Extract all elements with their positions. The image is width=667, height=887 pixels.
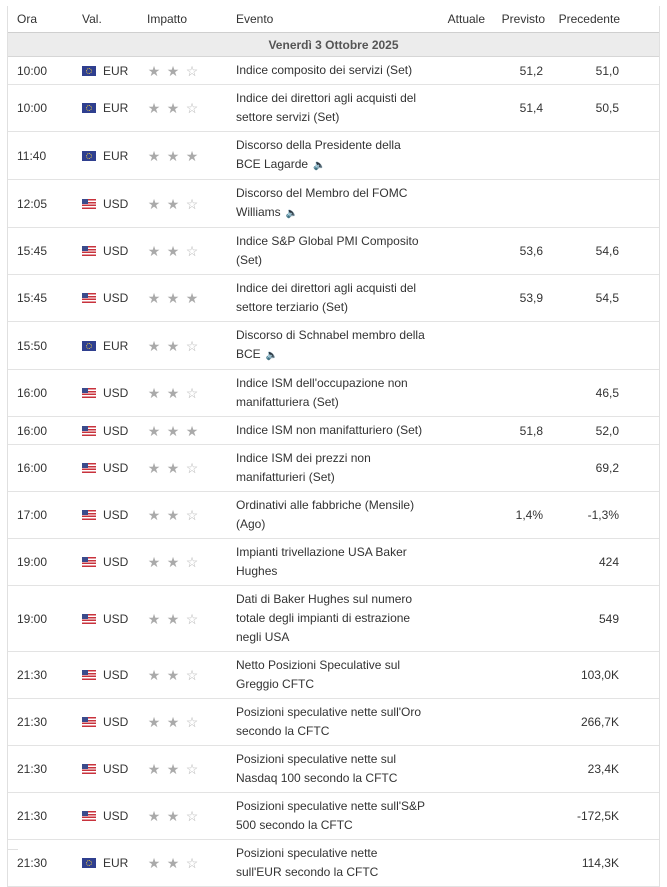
us-flag-icon: [82, 199, 96, 209]
star-empty-icon: ☆: [185, 243, 199, 259]
event-row[interactable]: [8, 322, 659, 370]
event-forecast: 53,6: [485, 228, 555, 275]
event-title[interactable]: Posizioni speculative nette sull'S&P 500 secondo la CFTC: [236, 799, 425, 832]
event-title[interactable]: Posizioni speculative nette sul Nasdaq 100 secondo la CFTC: [236, 752, 398, 785]
event-row[interactable]: [8, 180, 659, 228]
event-actual: [425, 746, 485, 793]
event-actual: [425, 370, 485, 417]
event-previous: 52,0: [555, 417, 659, 445]
event-actual: [425, 228, 485, 275]
speaker-icon: 🔈: [313, 160, 326, 171]
event-actual: [425, 793, 485, 840]
event-time: 11:40: [8, 132, 82, 180]
event-currency: [82, 809, 147, 823]
event-previous: 549: [555, 586, 659, 652]
event-time: 16:00: [8, 370, 82, 417]
event-forecast: [485, 445, 555, 492]
event-time: 10:00: [8, 85, 82, 132]
event-forecast: [485, 132, 555, 180]
impact-stars: [147, 555, 236, 569]
impact-stars: [147, 64, 236, 78]
event-forecast: [485, 746, 555, 793]
speaker-icon: 🔈: [265, 350, 279, 361]
event-actual: [425, 492, 485, 539]
eu-flag-icon: [82, 858, 96, 868]
event-forecast: 1,4%: [485, 492, 555, 539]
event-title[interactable]: Indice ISM dei prezzi non manifatturieri (Set): [236, 451, 371, 484]
impact-stars: [147, 762, 236, 776]
event-actual: [425, 57, 485, 85]
event-time: 12:05: [8, 180, 82, 228]
impact-stars: [147, 291, 236, 305]
impact-stars: [147, 149, 236, 163]
event-currency: [82, 291, 147, 305]
event-time: 21:30: [8, 699, 82, 746]
footer-edge: [7, 849, 18, 864]
event-title[interactable]: Posizioni speculative nette sull'EUR secondo la CFTC: [236, 846, 379, 879]
event-time: 16:00: [8, 445, 82, 492]
star-filled-icon: ★: [147, 808, 161, 824]
event-previous: 54,6: [555, 228, 659, 275]
star-filled-icon: ★: [166, 507, 180, 523]
event-time: 21:30: [8, 840, 82, 887]
event-forecast: [485, 539, 555, 586]
event-title[interactable]: Indice ISM non manifatturiero (Set): [236, 423, 423, 437]
impact-stars: [147, 339, 236, 353]
star-filled-icon: ★: [166, 243, 180, 259]
event-actual: [425, 586, 485, 652]
event-currency: [82, 339, 147, 353]
event-actual: [425, 322, 485, 370]
star-filled-icon: ★: [166, 667, 180, 683]
event-title[interactable]: Posizioni speculative nette sull'Oro secondo la CFTC: [236, 705, 422, 738]
event-currency: [82, 715, 147, 729]
event-forecast: [485, 652, 555, 699]
impact-stars: [147, 809, 236, 823]
event-time: 19:00: [8, 539, 82, 586]
event-title[interactable]: Discorso di Schnabel membro della BCE: [236, 328, 425, 361]
star-empty-icon: ☆: [185, 714, 199, 730]
event-currency: [82, 149, 147, 163]
currency-code: USD: [103, 244, 129, 258]
currency-code: USD: [103, 291, 129, 305]
event-previous: 50,5: [555, 85, 659, 132]
currency-code: EUR: [103, 856, 129, 870]
star-filled-icon: ★: [147, 554, 161, 570]
star-filled-icon: ★: [147, 855, 161, 871]
event-currency: [82, 244, 147, 258]
event-time: 21:30: [8, 652, 82, 699]
star-filled-icon: ★: [166, 337, 180, 354]
impact-stars: [147, 612, 236, 626]
event-actual: [425, 417, 485, 445]
event-time: 17:00: [8, 492, 82, 539]
event-time: 10:00: [8, 57, 82, 85]
event-actual: [425, 539, 485, 586]
impact-stars: [147, 386, 236, 400]
economic-calendar: [7, 6, 660, 887]
event-row[interactable]: [8, 370, 659, 417]
event-row[interactable]: [8, 652, 659, 699]
impact-stars: [147, 101, 236, 115]
star-filled-icon: ★: [147, 147, 161, 164]
event-row[interactable]: [8, 417, 659, 445]
event-previous: 424: [555, 539, 659, 586]
currency-code: EUR: [103, 338, 129, 353]
event-previous: 103,0K: [555, 652, 659, 699]
event-currency: [82, 508, 147, 522]
event-forecast: [485, 322, 555, 370]
currency-code: EUR: [103, 63, 129, 78]
star-filled-icon: ★: [166, 147, 180, 164]
impact-stars: [147, 424, 236, 438]
us-flag-icon: [82, 388, 96, 398]
event-row[interactable]: [8, 840, 659, 887]
star-filled-icon: ★: [166, 62, 180, 79]
event-actual: [425, 180, 485, 228]
star-empty-icon: ☆: [185, 62, 199, 79]
event-time: 21:30: [8, 746, 82, 793]
event-title[interactable]: Impianti trivellazione USA Baker Hughes: [236, 545, 407, 578]
event-forecast: 51,8: [485, 417, 555, 445]
star-filled-icon: ★: [166, 610, 180, 627]
event-actual: [425, 275, 485, 322]
star-filled-icon: ★: [166, 460, 180, 476]
currency-code: USD: [103, 508, 129, 522]
impact-stars: [147, 668, 236, 682]
event-previous: 23,4K: [555, 746, 659, 793]
currency-code: USD: [103, 715, 129, 729]
star-empty-icon: ☆: [185, 610, 199, 627]
event-title[interactable]: Indice S&P Global PMI Composito (Set): [236, 234, 419, 267]
event-forecast: [485, 793, 555, 840]
event-currency: [82, 461, 147, 475]
event-previous: [555, 132, 659, 180]
star-filled-icon: ★: [147, 714, 161, 730]
star-empty-icon: ☆: [185, 385, 199, 401]
us-flag-icon: [82, 246, 96, 256]
star-filled-icon: ★: [147, 337, 161, 354]
header-event[interactable]: Evento: [236, 6, 425, 33]
event-forecast: 51,4: [485, 85, 555, 132]
header-impact[interactable]: Impatto: [147, 6, 236, 33]
event-forecast: [485, 699, 555, 746]
currency-code: EUR: [103, 148, 129, 163]
event-time: 19:00: [8, 586, 82, 652]
event-previous: [555, 180, 659, 228]
impact-stars: [147, 856, 236, 870]
header-previous[interactable]: Precedente: [555, 6, 659, 33]
event-row[interactable]: [8, 746, 659, 793]
star-filled-icon: ★: [166, 385, 180, 401]
star-filled-icon: ★: [166, 554, 180, 570]
us-flag-icon: [82, 510, 96, 520]
star-filled-icon: ★: [147, 385, 161, 401]
event-time: 21:30: [8, 793, 82, 840]
currency-code: USD: [103, 762, 129, 776]
event-previous: 266,7K: [555, 699, 659, 746]
event-forecast: 53,9: [485, 275, 555, 322]
star-filled-icon: ★: [166, 855, 180, 871]
star-empty-icon: ☆: [185, 460, 199, 476]
event-row[interactable]: [8, 85, 659, 132]
event-row[interactable]: [8, 699, 659, 746]
event-title[interactable]: Indice ISM dell'occupazione non manifatturiera (Set): [236, 376, 408, 409]
event-actual: [425, 652, 485, 699]
event-time: 15:45: [8, 228, 82, 275]
event-previous: 46,5: [555, 370, 659, 417]
event-actual: [425, 699, 485, 746]
event-title[interactable]: Netto Posizioni Speculative sul Greggio CFTC: [236, 658, 401, 691]
event-previous: -1,3%: [555, 492, 659, 539]
header-actual[interactable]: Attuale: [425, 6, 485, 33]
star-filled-icon: ★: [185, 147, 199, 164]
star-filled-icon: ★: [147, 761, 161, 777]
star-filled-icon: ★: [185, 422, 199, 439]
currency-code: USD: [103, 668, 129, 682]
us-flag-icon: [82, 670, 96, 680]
event-currency: [82, 668, 147, 682]
currency-code: USD: [103, 386, 129, 400]
event-time: 16:00: [8, 417, 82, 445]
star-filled-icon: ★: [147, 460, 161, 476]
event-previous: 114,3K: [555, 840, 659, 887]
star-filled-icon: ★: [166, 808, 180, 824]
star-filled-icon: ★: [166, 714, 180, 730]
event-forecast: [485, 840, 555, 887]
star-empty-icon: ☆: [185, 507, 199, 523]
star-filled-icon: ★: [147, 667, 161, 683]
us-flag-icon: [82, 717, 96, 727]
event-row[interactable]: [8, 793, 659, 840]
currency-code: USD: [103, 423, 129, 438]
event-forecast: 51,2: [485, 57, 555, 85]
star-filled-icon: ★: [147, 100, 161, 116]
header-forecast[interactable]: Previsto: [485, 6, 555, 33]
event-currency: [82, 101, 147, 115]
event-row[interactable]: [8, 492, 659, 539]
impact-stars: [147, 197, 236, 211]
star-filled-icon: ★: [147, 610, 161, 627]
currency-code: EUR: [103, 101, 129, 115]
star-filled-icon: ★: [147, 507, 161, 523]
us-flag-icon: [82, 293, 96, 303]
event-currency: [82, 197, 147, 211]
event-currency: [82, 64, 147, 78]
currency-code: USD: [103, 809, 129, 823]
event-currency: [82, 856, 147, 870]
speaker-icon: 🔈: [285, 208, 299, 219]
event-forecast: [485, 370, 555, 417]
eu-flag-icon: [82, 66, 96, 76]
currency-code: USD: [103, 196, 129, 211]
star-filled-icon: ★: [166, 422, 180, 439]
currency-code: USD: [103, 461, 129, 475]
us-flag-icon: [82, 764, 96, 774]
event-title[interactable]: Indice dei direttori agli acquisti del settore servizi (Set): [236, 91, 417, 124]
eu-flag-icon: [82, 103, 96, 113]
star-filled-icon: ★: [166, 290, 180, 306]
event-row[interactable]: [8, 539, 659, 586]
us-flag-icon: [82, 463, 96, 473]
event-currency: [82, 612, 147, 626]
eu-flag-icon: [82, 341, 96, 351]
date-row: [8, 33, 659, 57]
star-filled-icon: ★: [166, 761, 180, 777]
header-currency[interactable]: Val.: [82, 6, 147, 33]
star-filled-icon: ★: [147, 62, 161, 79]
star-filled-icon: ★: [147, 290, 161, 306]
event-previous: 69,2: [555, 445, 659, 492]
us-flag-icon: [82, 426, 96, 436]
eu-flag-icon: [82, 151, 96, 161]
us-flag-icon: [82, 811, 96, 821]
event-row[interactable]: [8, 275, 659, 322]
event-row[interactable]: [8, 445, 659, 492]
impact-stars: [147, 508, 236, 522]
star-filled-icon: ★: [147, 195, 161, 212]
event-currency: [82, 424, 147, 438]
event-previous: 54,5: [555, 275, 659, 322]
star-filled-icon: ★: [166, 195, 180, 212]
currency-code: USD: [103, 611, 129, 626]
event-title[interactable]: Discorso della Presidente della BCE Lagarde: [236, 138, 401, 171]
event-previous: 51,0: [555, 57, 659, 85]
event-title[interactable]: Ordinativi alle fabbriche (Mensile) (Ago): [236, 498, 415, 531]
star-filled-icon: ★: [147, 422, 161, 439]
event-forecast: [485, 586, 555, 652]
event-actual: [425, 445, 485, 492]
event-title[interactable]: Discorso del Membro del FOMC Williams: [236, 186, 408, 219]
event-time: 15:50: [8, 322, 82, 370]
event-row[interactable]: [8, 228, 659, 275]
us-flag-icon: [82, 557, 96, 567]
star-empty-icon: ☆: [185, 808, 199, 824]
impact-stars: [147, 244, 236, 258]
event-actual: [425, 132, 485, 180]
star-empty-icon: ☆: [185, 337, 199, 354]
star-filled-icon: ★: [166, 100, 180, 116]
event-time: 15:45: [8, 275, 82, 322]
event-currency: [82, 386, 147, 400]
us-flag-icon: [82, 614, 96, 624]
star-empty-icon: ☆: [185, 855, 199, 871]
event-title[interactable]: Indice dei direttori agli acquisti del settore terziario (Set): [236, 281, 417, 314]
event-actual: [425, 85, 485, 132]
star-filled-icon: ★: [147, 243, 161, 259]
currency-code: USD: [103, 555, 129, 569]
event-row[interactable]: [8, 586, 659, 652]
impact-stars: [147, 715, 236, 729]
event-currency: [82, 555, 147, 569]
table-header: [8, 6, 659, 33]
star-empty-icon: ☆: [185, 667, 199, 683]
star-filled-icon: ★: [185, 290, 199, 306]
star-empty-icon: ☆: [185, 100, 199, 116]
event-forecast: [485, 180, 555, 228]
header-time[interactable]: Ora: [8, 6, 82, 33]
calendar-table: [8, 6, 659, 887]
star-empty-icon: ☆: [185, 554, 199, 570]
event-title[interactable]: Indice composito dei servizi (Set): [236, 63, 413, 77]
event-row[interactable]: [8, 57, 659, 85]
event-title[interactable]: Dati di Baker Hughes sul numero totale degli impianti di estrazione negli USA: [236, 592, 413, 644]
event-previous: [555, 322, 659, 370]
impact-stars: [147, 461, 236, 475]
event-currency: [82, 762, 147, 776]
date-label: Venerdì 3 Ottobre 2025: [8, 33, 659, 57]
event-actual: [425, 840, 485, 887]
event-row[interactable]: [8, 132, 659, 180]
star-empty-icon: ☆: [185, 195, 199, 212]
event-previous: -172,5K: [555, 793, 659, 840]
star-empty-icon: ☆: [185, 761, 199, 777]
